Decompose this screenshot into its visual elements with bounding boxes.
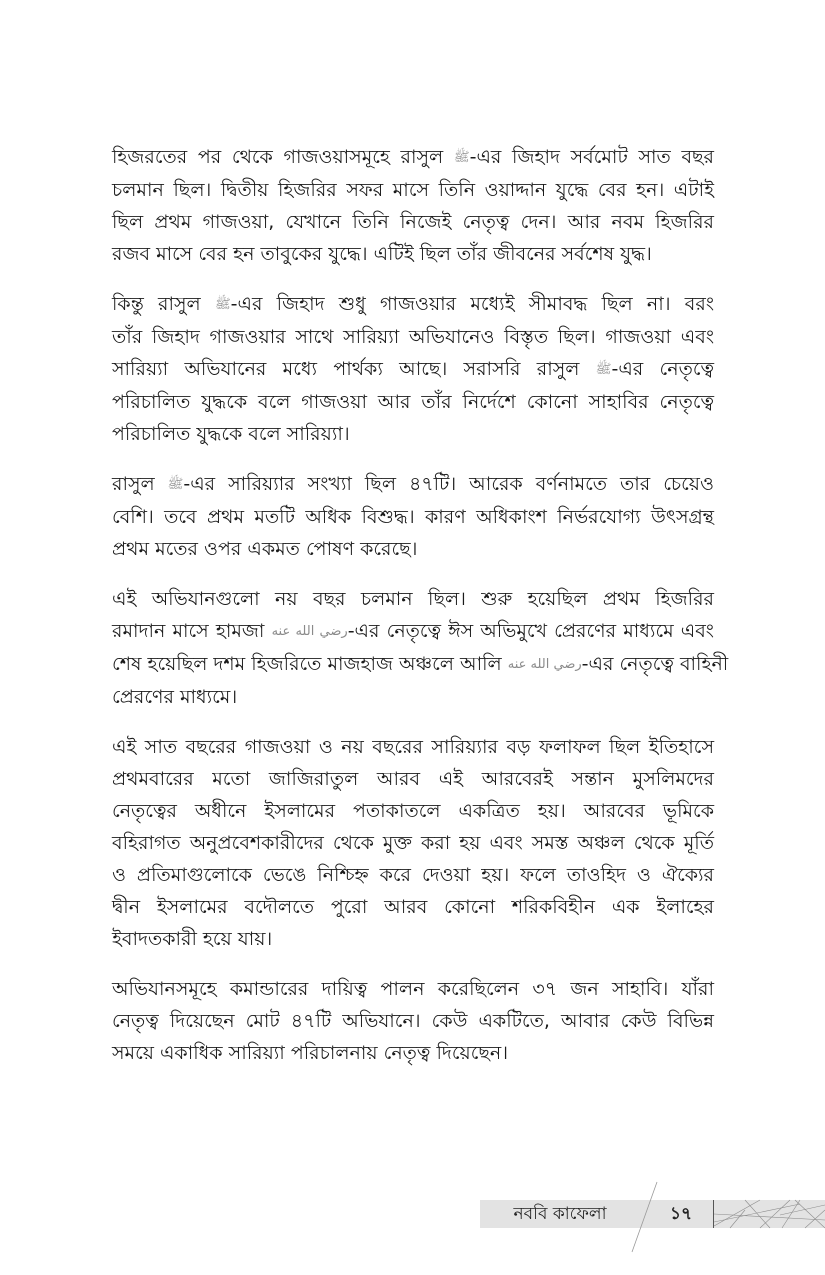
text-line (112, 648, 729, 681)
paragraph (112, 468, 714, 565)
text-segment: শেষ হয়েছিল দশম হিজরিতে মাজহাজ অঞ্চলে আলি (112, 653, 508, 675)
text-line (112, 1005, 714, 1037)
text-segment: রমাদান মাসে হামজা (112, 620, 272, 642)
text-line (112, 288, 714, 321)
honorific-glyph-icon: ﷺ (214, 297, 231, 312)
text-segment: পরিচালিত যুদ্ধকে বলে গাজওয়া আর তাঁর নির্দেশে কোনো সাহাবির নেতৃত্বে (112, 391, 714, 413)
text-segment: হিজরতের পর থেকে গাজওয়াসমূহে রাসুল (112, 146, 454, 168)
text-segment: -এর নেতৃত্বে (611, 358, 714, 380)
paragraph (112, 583, 729, 713)
text-line (112, 386, 714, 418)
paragraph (112, 973, 714, 1069)
text-segment: ছিল প্রথম গাজওয়া, যেখানে তিনি নিজেই নেতৃত্ব দেন। আর নবম হিজরির (112, 211, 714, 233)
honorific-glyph-icon: رضي الله عنه (271, 624, 348, 639)
running-title: নববি কাফেলা (513, 1204, 607, 1224)
footer-divider (713, 1200, 714, 1228)
text-line (112, 731, 714, 763)
text-segment: এই সাত বছরের গাজওয়া ও নয় বছরের সারিয়্যার বড় ফলাফল ছিল ইতিহাসে (112, 736, 714, 758)
text-line (112, 795, 714, 827)
text-segment: চলমান ছিল। দ্বিতীয় হিজরির সফর মাসে তিনি ওয়াদ্দান যুদ্ধে বের হন। এটাই (112, 179, 714, 201)
text-segment: দ্বীন ইসলামের বদৌলতে পুরো আরব কোনো শরিকবিহীন এক ইলাহের (112, 896, 714, 918)
honorific-glyph-icon: ﷺ (167, 477, 184, 492)
text-segment: ইবাদতকারী হয়ে যায়। (112, 928, 273, 950)
text-segment: -এর নেতৃত্বে ঈস অভিমুখে প্রেরণের মাধ্যমে এবং (347, 620, 714, 642)
paragraph (112, 731, 714, 955)
text-segment: কিন্তু রাসুল (112, 293, 215, 315)
text-segment: -এর জিহাদ সর্বমোট সাত বছর (469, 146, 714, 168)
text-line (112, 615, 714, 648)
text-line (112, 973, 714, 1005)
text-segment: সময়ে একাধিক সারিয়্যা পরিচালনায় নেতৃত্ব দিয়েছেন। (112, 1042, 509, 1064)
text-segment: তাঁর জিহাদ গাজওয়ার সাথে সারিয়্যা অভিযানেও বিস্তৃত ছিল। গাজওয়া এবং (112, 326, 714, 348)
text-line (112, 174, 714, 206)
text-segment: প্রথম মতের ওপর একমত পোষণ করেছে। (112, 538, 418, 560)
text-line (112, 923, 714, 955)
paragraph (112, 288, 714, 450)
text-segment: সারিয়্যা অভিযানের মধ্যে পার্থক্য আছে। সরাসরি রাসুল (112, 358, 596, 380)
honorific-glyph-icon: ﷺ (595, 362, 612, 377)
text-line (112, 418, 714, 450)
text-segment: -এর সারিয়্যার সংখ্যা ছিল ৪৭টি। আরেক বর্ণনামতে তার চেয়েও (183, 473, 714, 495)
text-line (112, 583, 714, 615)
text-line (112, 468, 714, 501)
text-segment: -এর নেতৃত্বে বাহিনী (581, 653, 729, 675)
text-segment: রজব মাসে বের হন তাবুকের যুদ্ধে। এটিই ছিল তাঁর জীবনের সর্বশেষ যুদ্ধ। (112, 243, 652, 265)
text-segment: অভিযানসমূহে কমান্ডারের দায়িত্ব পালন করেছিলেন ৩৭ জন সাহাবি। যাঁরা (112, 978, 714, 1000)
text-segment: প্রথমবারের মতো জাজিরাতুল আরব এই আরবেরই সন্তান মুসলিমদের (112, 768, 714, 790)
honorific-glyph-icon: ﷺ (453, 150, 470, 165)
text-segment: প্রেরণের মাধ্যমে। (112, 686, 238, 708)
text-line (112, 891, 714, 923)
page-number: ১৭ (669, 1204, 693, 1224)
text-line (112, 763, 714, 795)
text-segment: নেতৃত্ব দিয়েছেন মোট ৪৭টি অভিযানে। কেউ একটিতে, আবার কেউ বিভিন্ন (112, 1010, 714, 1032)
text-line (112, 353, 714, 386)
text-segment: ও প্রতিমাগুলোকে ভেঙে নিশ্চিহ্ন করে দেওয়া হয়। ফলে তাওহিদ ও ঐক্যের (112, 864, 714, 886)
page-body (112, 141, 729, 1087)
text-line (112, 827, 714, 859)
text-line (112, 859, 714, 891)
text-segment: পরিচালিত যুদ্ধকে বলে সারিয়্যা। (112, 423, 350, 445)
text-segment: বহিরাগত অনুপ্রবেশকারীদের থেকে মুক্ত করা হয় এবং সমস্ত অঞ্চল থেকে মূর্তি (112, 832, 714, 854)
text-line (112, 501, 714, 533)
text-segment: বেশি। তবে প্রথম মতটি অধিক বিশুদ্ধ। কারণ অধিকাংশ নির্ভরযোগ্য উৎসগ্রন্থ (112, 506, 714, 528)
text-line (112, 681, 714, 713)
paragraph (112, 141, 714, 270)
text-line (112, 321, 714, 353)
text-line (112, 238, 714, 270)
text-line (112, 206, 714, 238)
text-line (112, 141, 714, 174)
text-segment: নেতৃত্বের অধীনে ইসলামের পতাকাতলে একত্রিত হয়। আরবের ভূমিকে (112, 800, 714, 822)
honorific-glyph-icon: رضي الله عنه (507, 657, 582, 672)
text-segment: এই অভিযানগুলো নয় বছর চলমান ছিল। শুরু হয়েছিল প্রথম হিজরির (112, 588, 714, 610)
text-segment: রাসুল (112, 473, 168, 495)
text-line (112, 533, 714, 565)
text-segment: -এর জিহাদ শুধু গাজওয়ার মধ্যেই সীমাবদ্ধ ছিল না। বরং (230, 293, 714, 315)
text-line (112, 1037, 714, 1069)
